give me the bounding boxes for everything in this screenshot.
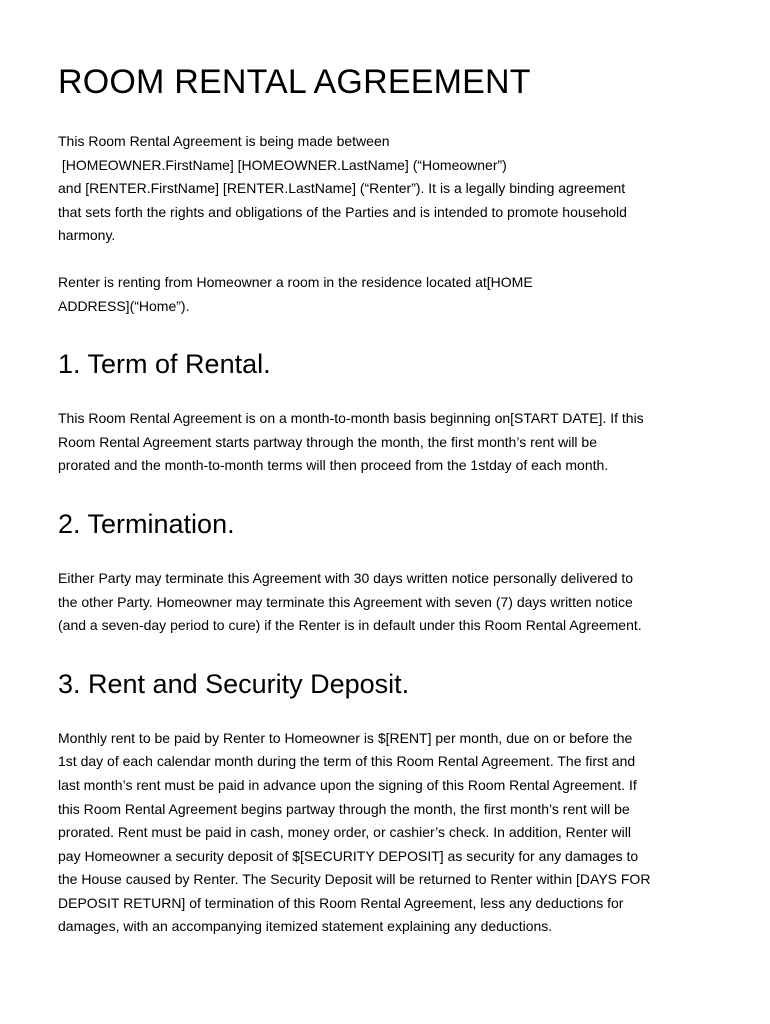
- section-line: Either Party may terminate this Agreement with 30 days written notice personally delivered to: [58, 569, 634, 586]
- section-line: pay Homeowner a security deposit of $[SECURITY DEPOSIT] as security for any damages to: [58, 847, 639, 864]
- intro-line: harmony.: [58, 227, 116, 244]
- section-body-termination: [58, 567, 718, 638]
- section-heading-rent: 3. Rent and Security Deposit.: [58, 668, 410, 699]
- section-line: prorated. Rent must be paid in cash, money order, or cashier’s check. In addition, Renter will: [58, 824, 631, 841]
- section-line: DEPOSIT RETURN] of termination of this Room Rental Agreement, less any deductions for: [58, 894, 624, 911]
- document-title: ROOM RENTAL AGREEMENT: [58, 63, 531, 101]
- section-line: the other Party. Homeowner may terminate this Agreement with seven (7) days written notice: [58, 593, 633, 610]
- intro-line: [HOMEOWNER.FirstName] [HOMEOWNER.LastName] (“Homeowner”): [58, 156, 507, 173]
- section-body-rent: [58, 727, 718, 939]
- section-line: (and a seven-day period to cure) if the Renter is in default under this Room Rental Agreement.: [58, 617, 642, 634]
- section-line: Monthly rent to be paid by Renter to Homeowner is $[RENT] per month, due on or before the: [58, 729, 633, 746]
- renting-line: ADDRESS](“Home”).: [58, 297, 190, 314]
- section-heading-termination: 2. Termination.: [58, 508, 235, 539]
- section-line: prorated and the month-to-month terms will then proceed from the 1stday of each month.: [58, 457, 609, 474]
- section-line: damages, with an accompanying itemized statement explaining any deductions.: [58, 918, 553, 935]
- intro-line: This Room Rental Agreement is being made between: [58, 133, 390, 149]
- section-line: last month’s rent must be paid in advance upon the signing of this Room Rental Agreement. If: [58, 776, 637, 793]
- section-heading-term: 1. Term of Rental.: [58, 349, 271, 380]
- section-line: this Room Rental Agreement begins partway through the month, the first month’s rent will be: [58, 800, 630, 817]
- section-line: the House caused by Renter. The Security Deposit will be returned to Renter within [DAYS FOR: [58, 871, 651, 888]
- section-line: Room Rental Agreement starts partway through the month, the first month’s rent will be: [58, 433, 597, 450]
- intro-paragraph: [58, 130, 718, 248]
- intro-line: and [RENTER.FirstName] [RENTER.LastName] (“Renter”). It is a legally binding agreement: [58, 180, 626, 197]
- section-line: 1st day of each calendar month during the term of this Room Rental Agreement. The first and: [58, 753, 636, 770]
- section-body-term: [58, 407, 718, 478]
- renting-line: Renter is renting from Homeowner a room in the residence located at[HOME: [58, 273, 533, 290]
- section-line: This Room Rental Agreement is on a month-to-month basis beginning on[START DATE]. If this: [58, 410, 644, 427]
- renting-paragraph: [58, 271, 718, 318]
- intro-line: that sets forth the rights and obligations of the Parties and is intended to promote household: [58, 203, 627, 220]
- document-page: [58, 60, 718, 939]
